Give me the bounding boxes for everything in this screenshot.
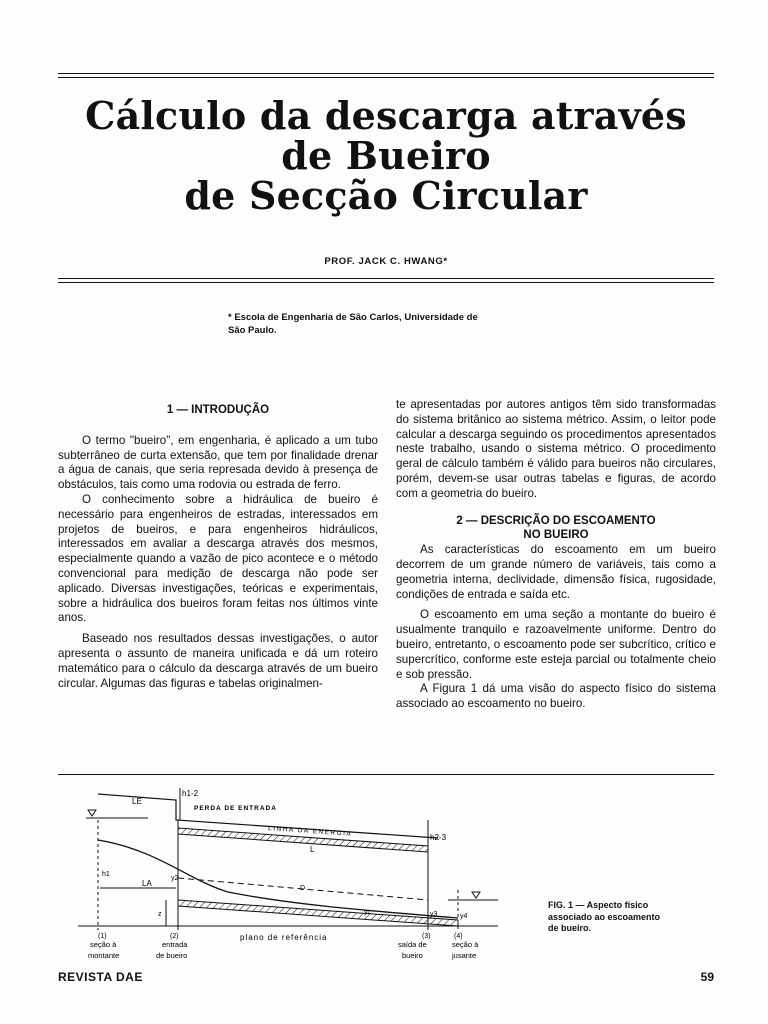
section-2-label-b: de bueiro — [156, 951, 188, 960]
section-1-heading: 1 — INTRODUÇÃO — [166, 404, 270, 416]
section-3-num: (3) — [422, 933, 431, 940]
figure-1-diagram — [58, 780, 498, 970]
figure-caption-line-3: de bueiro. — [548, 923, 592, 933]
figure-caption-line-1: FIG. 1 — Aspecto físico — [548, 900, 649, 910]
page-number: 59 — [700, 970, 714, 984]
affiliation — [228, 311, 558, 337]
top-rule-thin — [58, 77, 714, 78]
right-column — [396, 398, 716, 712]
section-4-label-a: seção à — [452, 940, 479, 949]
label-linha: LINHA DA ENERGIA — [267, 825, 353, 838]
label-h1: h1 — [102, 871, 110, 878]
section-2-label-a: entrada — [162, 940, 188, 949]
paragraph: As características do escoamento em um bueiro decorrem de um grande número de variáveis, tais como a geometria interna, declividade, dimensão física, rugosidade, condições de entrada e saída etc. — [396, 543, 716, 601]
water-surface — [98, 840, 458, 918]
section-3-label-b: bueiro — [402, 951, 423, 960]
author-rule — [58, 278, 714, 279]
author-rule-thin — [58, 282, 714, 283]
paragraph: O escoamento em uma seção a montante do bueiro é usualmente tranquilo e razoavelmente uniforme. Dentro do bueiro, entretanto, o escoamento pode ser subcrítico, crítico e supercrítico, conforme este esteja parcial ou totalmente cheio e sob pressão. — [396, 608, 716, 681]
section-1-num: (1) — [98, 933, 107, 940]
label-y3: y3 — [430, 911, 438, 918]
label-h23: h2-3 — [430, 833, 447, 842]
water-triangle-downstream — [472, 892, 480, 898]
figure-caption-line-2: associado ao escoamento — [548, 911, 661, 922]
affiliation-line-2: São Paulo. — [228, 325, 277, 336]
journal-name: REVISTA DAE — [58, 970, 143, 984]
page-title — [58, 93, 714, 218]
section-4-num: (4) — [454, 933, 463, 940]
left-column — [58, 403, 378, 691]
author: PROF. JACK C. HWANG* — [324, 256, 448, 267]
label-le: LE — [132, 797, 142, 806]
section-4-label-b: jusante — [452, 951, 477, 960]
label-la: LA — [142, 879, 152, 888]
section-3-label-a: saída de — [398, 940, 427, 949]
section-2-num: (2) — [170, 933, 179, 940]
culvert-bottom — [178, 900, 458, 926]
figure-rule — [58, 774, 714, 775]
paragraph: A Figura 1 dá uma visão do aspecto físico do sistema associado ao escoamento no bueiro. — [396, 682, 716, 711]
figure-caption — [548, 900, 718, 935]
label-plano: plano de referência — [240, 933, 328, 942]
section-1-label-a: seção à — [90, 940, 117, 949]
label-y4: y4 — [460, 913, 468, 920]
paragraph-continuation: te apresentadas por autores antigos têm sido transformadas do sistema britânico ao sistema métrico. Assim, o leitor pode calcular a descarga seguindo os procedimentos apresentados neste trabalho, usando o sistema métrico. O procedimento geral de cálculo também é válido para bueiros não circulares, porém, devem-se usar outras tabelas e figuras, de acordo com a geometria do bueiro. — [396, 398, 716, 500]
paragraph: Baseado nos resultados dessas investigações, o autor apresenta o assunto de maneira unificada e dá um roteiro matemático para o cálculo da descarga através de um bueiro circular. Algumas das figuras e tabelas originalmen- — [58, 632, 378, 690]
water-triangle-upstream — [88, 810, 96, 816]
title-line-2: de Bueiro — [281, 133, 491, 178]
label-y2: y2 — [171, 875, 179, 882]
label-perda: PERDA DE ENTRADA — [194, 805, 277, 812]
label-h12: h1-2 — [182, 789, 199, 798]
label-yc: yc — [364, 909, 371, 916]
label-l: L — [310, 845, 315, 854]
label-z: z — [158, 911, 162, 918]
affiliation-line-1: * Escola de Engenharia de São Carlos, Universidade de — [228, 312, 478, 323]
section-2-heading-line-1: 2 — DESCRIÇÃO DO ESCOAMENTO — [456, 514, 656, 527]
section-1-label-b: montante — [88, 951, 120, 960]
paragraph: O termo "bueiro", em engenharia, é aplicado a um tubo subterrâneo de curta extensão, que tem por finalidade drenar a água de canais, que seria represada devido à presença de obstáculos, tais como uma rodovia ou estrada de ferro. — [58, 433, 378, 492]
title-line-1: Cálculo da descarga através — [85, 93, 687, 138]
section-2-heading — [396, 514, 716, 544]
paragraph: O conhecimento sobre a hidráulica de bueiro é necessário para engenheiros de estradas, interessados em projetos de bueiros, e para engenheiros hidráulicos, interessados em avaliar a descarga através dos mesmos, especialmente quando a vazão de pico acontece e o método convencional para medição de descarga não pode ser aplicado. Diversas investigações, teóricas e experimentais, sobre a hidráulica dos bueiros foram feitas nos últimos vinte anos. — [58, 492, 378, 625]
label-d: D — [300, 885, 306, 892]
top-rule — [58, 73, 714, 74]
section-2-heading-line-2: NO BUEIRO — [523, 529, 589, 542]
title-line-3: de Secção Circular — [184, 173, 588, 218]
